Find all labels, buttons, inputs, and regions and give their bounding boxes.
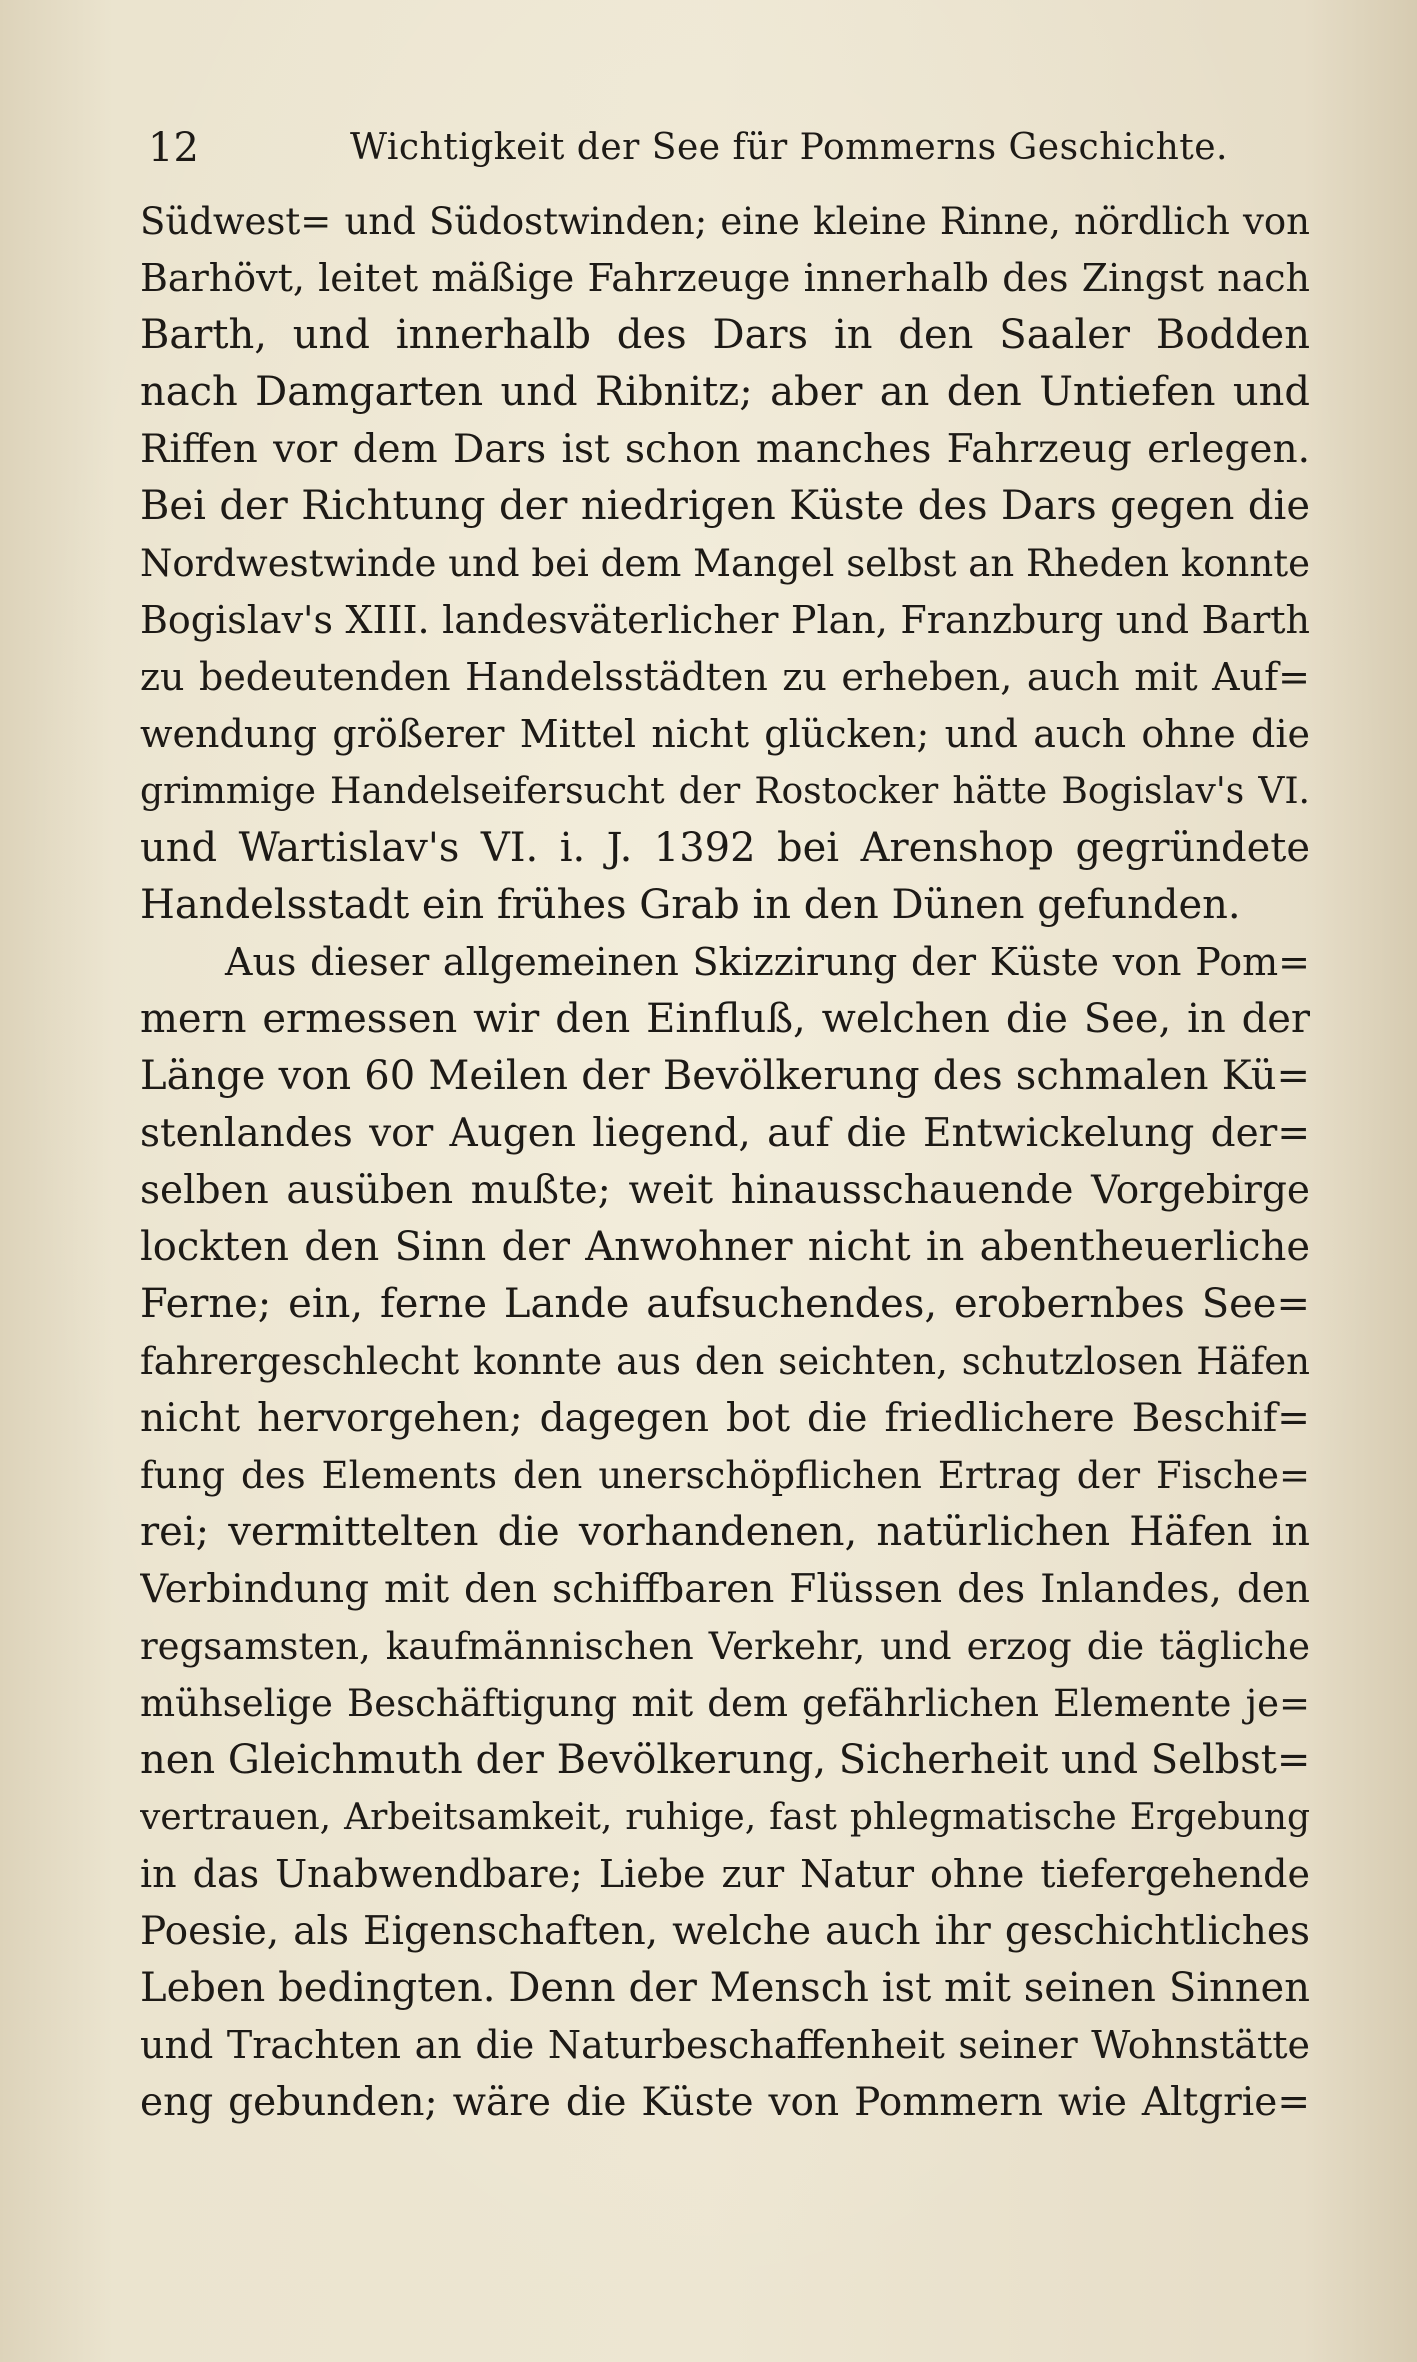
text-line: fahrergeschlecht konnte aus den seichten, schutzlosen Häfen — [140, 1340, 1310, 1383]
text-line: Poesie, als Eigenschaften, welche auch ihr geschichtliches — [140, 1909, 1310, 1954]
text-line: Verbindung mit den schiffbaren Flüssen des Inlandes, den — [140, 1567, 1310, 1612]
text-line: Ferne; ein, ferne Lande aufsuchendes, erobernbes See= — [140, 1281, 1310, 1327]
text-line: stenlandes vor Augen liegend, auf die Entwickelung der= — [140, 1111, 1310, 1156]
text-line: Südwest= und Südostwinden; eine kleine Rinne, nördlich von — [140, 200, 1310, 243]
text-line: rei; vermittelten die vorhandenen, natürlichen Häfen in — [140, 1509, 1310, 1555]
text-line: und Wartislav's VI. i. J. 1392 bei Arenshop gegründete — [140, 825, 1310, 871]
text-line: und Trachten an die Naturbeschaffenheit seiner Wohnstätte — [140, 2023, 1310, 2067]
text-line: in das Unabwendbare; Liebe zur Natur ohne tiefergehende — [140, 1852, 1310, 1896]
text-line: Leben bedingten. Denn der Mensch ist mit seinen Sinnen — [140, 1965, 1310, 2011]
running-title: Wichtigkeit der See für Pommerns Geschichte. — [350, 127, 1228, 168]
text-line: mern ermessen wir den Einfluß, welchen die See, in der — [140, 996, 1310, 1042]
text-line: Barth, und innerhalb des Dars in den Saaler Bodden — [140, 312, 1310, 358]
text-line: Bogislav's XIII. landesväterlicher Plan, Franzburg und Barth — [140, 598, 1310, 642]
text-line: Nordwestwinde und bei dem Mangel selbst an Rheden konnte — [140, 542, 1310, 585]
text-line: wendung größerer Mittel nicht glücken; und auch ohne die — [140, 712, 1310, 756]
paragraph-start-line: Aus dieser allgemeinen Skizzirung der Küste von Pom= — [225, 940, 1310, 984]
text-line: nach Damgarten und Ribnitz; aber an den Untiefen und — [140, 369, 1310, 415]
text-line: zu bedeutenden Handelsstädten zu erheben, auch mit Auf= — [140, 655, 1310, 699]
text-line: eng gebunden; wäre die Küste von Pommern wie Altgrie= — [140, 2080, 1310, 2125]
paragraph-end-line: Handelsstadt ein frühes Grab in den Dünen gefunden. — [140, 882, 1241, 928]
text-line: mühselige Beschäftigung mit dem gefährlichen Elemente je= — [140, 1682, 1310, 1725]
page-number: 12 — [148, 125, 199, 171]
text-line: Länge von 60 Meilen der Bevölkerung des schmalen Kü= — [140, 1053, 1310, 1099]
page-header — [140, 118, 1310, 178]
text-line: Bei der Richtung der niedrigen Küste des Dars gegen die — [140, 483, 1310, 529]
body-text — [140, 193, 1310, 2131]
text-line: fung des Elements den unerschöpflichen Ertrag der Fische= — [140, 1454, 1310, 1497]
text-line: Barhövt, leitet mäßige Fahrzeuge innerhalb des Zingst nach — [140, 256, 1310, 300]
text-line: nen Gleichmuth der Bevölkerung, Sicherheit und Selbst= — [140, 1737, 1310, 1783]
text-line: regsamsten, kaufmännischen Verkehr, und erzog die tägliche — [140, 1625, 1310, 1668]
text-line: vertrauen, Arbeitsamkeit, ruhige, fast phlegmatische Ergebung — [140, 1797, 1310, 1838]
text-line: selben ausüben mußte; weit hinausschauende Vorgebirge — [140, 1168, 1310, 1213]
text-line: lockten den Sinn der Anwohner nicht in abentheuerliche — [140, 1224, 1310, 1270]
text-line: grimmige Handelseifersucht der Rostocker hätte Bogislav's VI. — [140, 771, 1310, 812]
text-line: nicht hervorgehen; dagegen bot die friedlichere Beschif= — [140, 1396, 1310, 1441]
text-line: Riffen vor dem Dars ist schon manches Fahrzeug erlegen. — [140, 427, 1310, 472]
